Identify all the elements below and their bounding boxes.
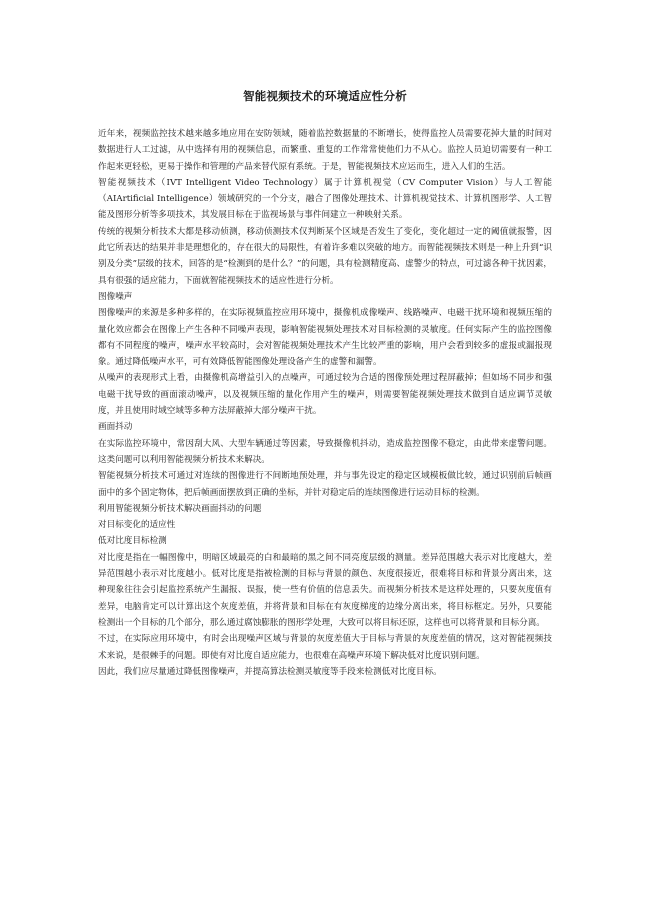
section-heading-camera-shake: 画面抖动 — [98, 422, 133, 433]
paragraph-ivt-definition: 智能视频技术（IVT Intelligent Video Technology）属于计算机视觉（CV Computer Vision）与人工智能（AIArtificial Intelligence）领域研究的一个分支，融合了图像处理技术、计算机视觉技术、计算机图形学、人工智能及图形分析等多项技术，其发展目标在于监视场景与事件间建立一种映射关系。 — [98, 177, 552, 221]
document-title: 智能视频技术的环境适应性分析 — [243, 89, 407, 103]
caption-shake-solution: 利用智能视频分析技术解决画面抖动的问题 — [98, 503, 262, 514]
section-heading-target-adaptability: 对目标变化的适应性 — [98, 520, 176, 531]
paragraph-conclusion: 因此，我们应尽量通过降低图像噪声，并提高算法检测灵敏度等手段来检测低对比度目标。 — [98, 666, 442, 677]
paragraph-shake-solution: 智能视频分析技术可通过对连续的图像进行不间断地预处理，并与事先设定的稳定区域模板做比较，通过识别前后帧画面中的多个固定物体，把后帧画面摆放到正确的坐标，并针对稳定后的连续图像进行运动目标的检测。 — [98, 471, 552, 498]
subsection-heading-low-contrast: 低对比度目标检测 — [98, 536, 167, 547]
paragraph-contrast-difficulty: 不过，在实际应用环境中，有时会出现噪声区域与背景的灰度差值大于目标与背景的灰度差值的情况，这对智能视频技术来说，是很棘手的问题。即使有对比度自适应能力，也很难在高噪声环境下解决低对比度识别问题。 — [98, 634, 552, 661]
paragraph-noise-forms: 从噪声的表现形式上看，由摄像机高增益引入的点噪声，可通过较为合适的图像预处理过程屏蔽掉；但如场不同步和强电磁干扰导致的画面滚动噪声，以及视频压缩的量化作用产生的噪声，则需要智能视频处理技术做到自适应调节灵敏度，并且使用时域空域等多种方法屏蔽掉大部分噪声干扰。 — [98, 373, 552, 417]
paragraph-noise-sources: 图像噪声的来源是多种多样的，在实际视频监控应用环境中，摄像机成像噪声、线路噪声、电磁干扰环境和视频压缩的量化效应都会在图像上产生各种不同噪声表现，影响智能视频处理技术对目标检测的灵敏度。任何实际产生的监控图像都有不同程度的噪声，噪声水平较高时，会对智能视频处理技术产生比较严重的影响，用户会看到较多的虚报或漏报现象。通过降低噪声水平，可有效降低智能图像处理设备产生的虚警和漏警。 — [98, 308, 552, 368]
paragraph-intro: 近年来，视频监控技术越来越多地应用在安防领域，随着监控数据量的不断增长，使得监控人员需要花掉大量的时间对数据进行人工过滤，从中选择有用的视频信息，而繁重、重复的工作常常使他们力不从心。监控人员迫切需要有一种工作起来更轻松，更易于操作和管理的产品来替代原有系统。于是，智能视频技术应运而生，进入人们的生活。 — [98, 129, 552, 172]
paragraph-shake-causes: 在实际监控环境中，常因刮大风、大型车辆通过等因素，导致摄像机抖动，造成监控图像不稳定，由此带来虚警问题。这类问题可以利用智能视频分析技术来解决。 — [98, 438, 552, 465]
section-heading-image-noise: 图像噪声 — [98, 291, 133, 302]
paragraph-contrast-definition: 对比度是指在一幅图像中，明暗区域最亮的白和最暗的黑之间不同亮度层级的测量。差异范围越大表示对比度越大，差异范围越小表示对比度越小。低对比度是指被检测的目标与背景的颜色、灰度很接近，很难将目标和背景分离出来，这种现象往往会引起监控系统产生漏报、误报，使一些有价值的信息丢失。而视频分析技术是这样处理的，只要灰度值有差异，电脑肯定可以计算出这个灰度差值，并将背景和目标在有灰度梯度的边缘分离出来，将目标框定。另外，只要能检测出一个目标的几个部分，那么通过腐蚀膨胀的图形学处理，大致可以将目标还原，这样也可以将背景和目标分离。 — [98, 552, 552, 628]
paragraph-motion-detection: 传统的视频分析技术大都是移动侦测，移动侦测技术仅判断某个区域是否发生了变化，变化超过一定的阈值就报警，因此它所表达的结果并非是理想化的，存在很大的局限性，有着许多难以突破的地方。而智能视频技术则是一种上升到“识别及分类”层级的技术，回答的是“检测到的是什么？”的问题，具有检测精度高、虚警少的特点，可过滤各种干扰因素，具有很强的适应能力，下面就智能视频技术的适应性进行分析。 — [98, 226, 552, 286]
document-body — [98, 126, 552, 680]
